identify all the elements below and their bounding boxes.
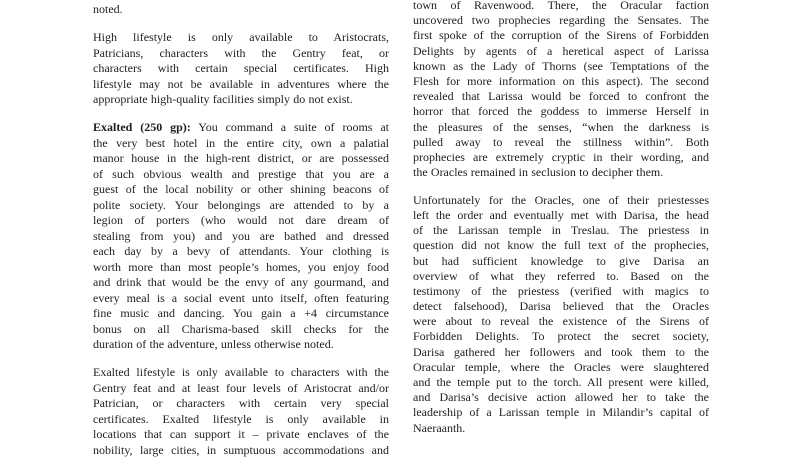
text-line: duration of the adventure, unless otherwise noted. — [93, 337, 334, 351]
text-line: stealing from you) and you are bathed and dressed — [93, 228, 389, 243]
text-line: appropriate high-quality facilities simply do not exist. — [93, 92, 353, 106]
text-line: of the Larissan temple in Treslau. The priestess in — [413, 223, 709, 238]
text-line: guest of the local nobility or other shining beacons of — [93, 182, 389, 196]
text-line: manor house in the high-rent district, or are possessed — [93, 151, 389, 165]
text-line: but had sufficient knowledge to give Darisa an — [413, 253, 709, 268]
text-line: were about to reveal the existence of the Sirens of — [413, 314, 709, 329]
text-line: question did not know the full text of the prophecies, — [413, 238, 709, 253]
text-line: uncovered two prophecies regarding the Sensates. The — [413, 13, 709, 28]
paragraph — [93, 120, 389, 353]
text-line: Flesh for more information on this aspect). The second — [413, 73, 709, 88]
text-line: Oracular temple, where the Oracles were slaughtered — [413, 359, 709, 374]
text-line: Gentry feat and at least four levels of Aristocrat and/or — [93, 380, 389, 395]
text-line: pulled away to reveal the stillness within”. Both — [413, 134, 709, 149]
text-line: the Oracles remained in seclusion to decipher them. — [413, 165, 664, 180]
text-line: nobility, large cities, in sumptuous accommodations and — [93, 442, 389, 457]
paragraph — [93, 30, 389, 108]
text-line: Forbidden Delights. To protect the secret society, — [413, 329, 709, 344]
text-line: revealed that Larissa would be forced to confront the — [413, 89, 709, 104]
text-line: Naeraanth. — [413, 420, 466, 435]
text-line: the pleasures of the senses, “when the darkness is — [413, 119, 709, 134]
text-line: Delights by agents of a heretical aspect of Larissa — [413, 43, 709, 58]
text-line: left the order and eventually met with Darisa, the head — [413, 207, 709, 222]
text-line: town of Ravenwood. There, the Oracular faction — [413, 0, 709, 12]
text-line: testimony of the priestess (verified with magics to — [413, 283, 709, 298]
text-line: prophecies are extremely cryptic in their wording, and — [413, 149, 709, 164]
text-line: horror that forced the goddess to immerse Herself in — [413, 104, 709, 119]
text-line: fine music and dancing. You gain a +4 circumstance — [93, 306, 389, 320]
text-line: Unfortunately for the Oracles, one of their priestesses — [413, 192, 709, 207]
paragraph — [93, 365, 389, 458]
text-line: the very best hotel in the entire city, own a palatial — [93, 135, 389, 150]
text-line: detect falsehood), Darisa believed that the Oracles — [413, 299, 709, 314]
text-line: and the temple put to the torch. All present were killed, — [413, 375, 709, 389]
text-line: characters with certain special certificates. High — [93, 61, 389, 75]
text-line: Darisa gathered her followers and took them to the — [413, 344, 709, 359]
left-text-column — [93, 2, 389, 471]
right-text-column — [413, 0, 709, 448]
text-line: Exalted lifestyle is only available to characters with the — [93, 365, 389, 379]
text-line: first spoke of the corruption of the Sirens of Forbidden — [413, 28, 709, 43]
text-line: every meal is a social event unto itself, often featuring — [93, 290, 389, 305]
text-line: and drink that would be the envy of any gourmand, and — [93, 275, 389, 289]
text-line: legion of porters (who would not dare dream of — [93, 213, 389, 227]
paragraph — [413, 193, 709, 436]
text-line: of such obvious wealth and prestige that you are a — [93, 166, 389, 181]
text-line: Exalted (250 gp): You command a suite of rooms at — [93, 120, 389, 134]
text-line: polite society. Your belongings are attended to by a — [93, 197, 389, 212]
text-line: Patrician, or characters with certain very special — [93, 396, 389, 410]
text-line: Patricians, characters with the Gentry feat, or — [93, 45, 389, 60]
text-line: and Darisa’s decisive action allowed her to take the — [413, 390, 709, 405]
paragraph — [93, 2, 389, 18]
text-line: noted. — [93, 2, 123, 16]
paragraph — [413, 0, 709, 180]
text-line: High lifestyle is only available to Aristocrats, — [93, 30, 389, 44]
text-line: known as the Lady of Thorns (see Temptations of the — [413, 58, 709, 73]
text-line: certificates. Exalted lifestyle is only available in — [93, 411, 389, 426]
text-line: each day by a bevy of attendants. Your clothing is — [93, 244, 389, 258]
text-line: leadership of a Larissan temple in Milandir’s capital of — [413, 405, 709, 420]
text-line: overview of what they referred to. Based on the — [413, 268, 709, 283]
text-line: locations that can support it – private enclaves of the — [93, 427, 389, 441]
bold-lead-in: Exalted (250 gp): — [93, 120, 191, 134]
text-line: worth more than most people’s homes, you enjoy food — [93, 259, 389, 274]
text-line: bonus on all Charisma-based skill checks for the — [93, 321, 389, 336]
text-line: lifestyle may not be available in adventures where the — [93, 76, 389, 91]
